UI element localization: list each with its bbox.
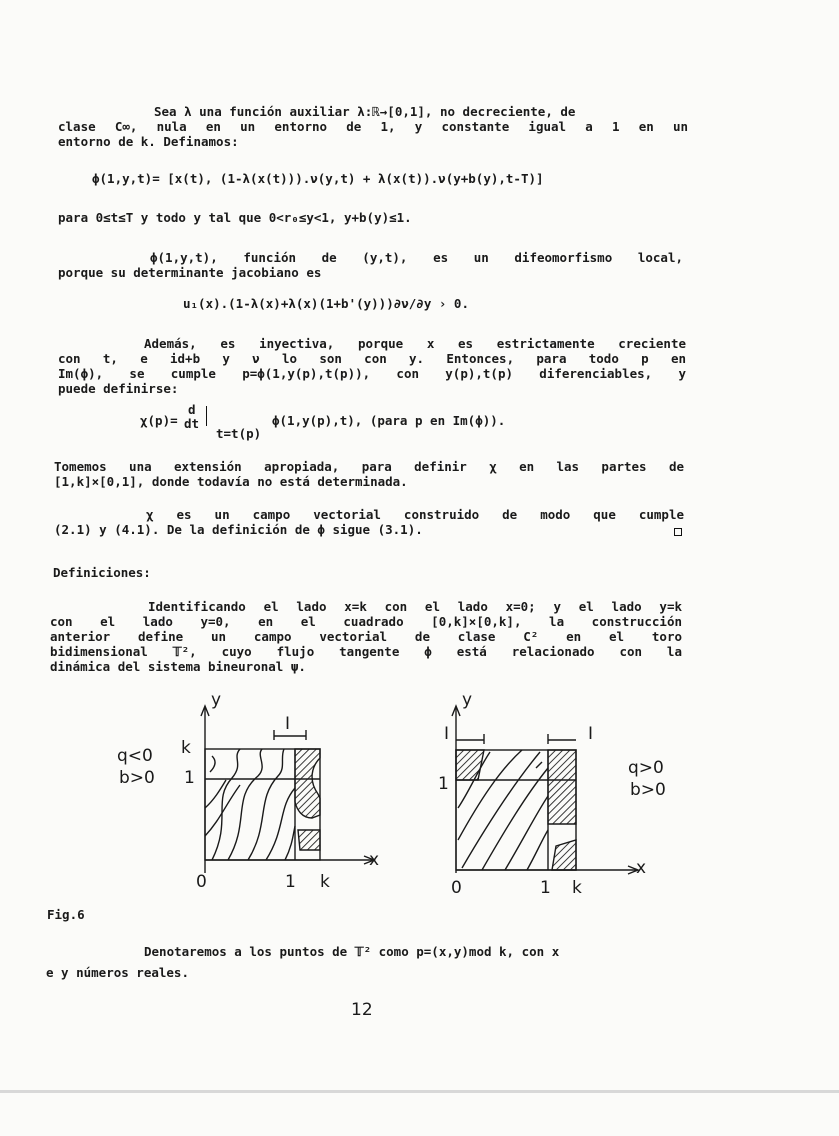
right-axis-y-label: y	[462, 690, 473, 710]
section-heading-definiciones: Definiciones:	[53, 565, 151, 580]
text-line: dinámica del sistema bineuronal ψ.	[50, 659, 306, 674]
text-line: con el lado y=0, en el cuadrado [0,k]×[0,k], la construcción	[50, 614, 682, 629]
scan-edge	[0, 1090, 839, 1093]
paragraph-extension	[54, 459, 684, 489]
right-origin-label: 0	[451, 878, 462, 898]
text-line: entorno de k. Definamos:	[58, 134, 239, 149]
equation-chi-rhs: ϕ(1,y(p),t), (para p en Im(ϕ)).	[272, 413, 506, 428]
text-line: bidimensional 𝕋², cuyo flujo tangente ϕ está relacionado con la	[50, 644, 682, 659]
right-hatched-region-top	[456, 750, 484, 780]
equation-jacobian: u₁(x).(1-λ(x)+λ(x)(1+b'(y)))∂ν/∂y › 0.	[183, 296, 469, 311]
paragraph-torus-identification	[50, 599, 682, 674]
left-hatched-region	[295, 749, 320, 818]
figure-caption: Fig.6	[47, 907, 85, 922]
text-line: Denotaremos a los puntos de 𝕋² como p=(x,y)mod k, con x	[144, 944, 560, 959]
flow-curve	[527, 830, 548, 870]
text-line: con t, e id+b y ν lo son con y. Entonces, para todo p en	[58, 351, 686, 366]
equation-chi-lhs: χ(p)=	[140, 413, 178, 428]
equation-chi-definition	[140, 402, 620, 442]
figure-6	[0, 690, 839, 910]
figure-6-drawing	[0, 690, 839, 910]
text-line: χ es un campo vectorial construido de modo que cumple	[146, 507, 684, 522]
flow-curve	[228, 749, 262, 860]
text-line: ϕ(1,y,t), función de (y,t), es un difeomorfismo local,	[150, 250, 683, 265]
left-condition-q: q<0	[117, 746, 153, 766]
text-line: anterior define un campo vectorial de clase C² en el toro	[50, 629, 682, 644]
text-line: [1,k]×[0,1], donde todavía no está determinada.	[54, 474, 408, 489]
qed-square	[674, 528, 682, 536]
equation-dt-denominator: dt	[184, 416, 200, 431]
right-axis-x-label: x	[636, 858, 647, 878]
flow-curve	[210, 756, 215, 772]
left-one-bottom-label: 1	[285, 872, 296, 892]
text-line: puede definirse:	[58, 381, 179, 396]
right-condition-b: b>0	[630, 780, 666, 800]
flow-curve	[285, 826, 295, 860]
paragraph-lambda-definition	[58, 104, 688, 149]
right-hatched-region-side	[548, 750, 576, 824]
right-hatched-region-bottom	[552, 840, 576, 870]
text-line: Sea λ una función auxiliar λ:ℝ→[0,1], no decreciente, de	[154, 104, 576, 119]
paragraph-torus-points	[46, 944, 678, 980]
left-k-bottom-label: k	[320, 872, 330, 892]
equation-d-numerator: d	[188, 402, 196, 417]
paragraph-vector-field	[54, 507, 684, 537]
text-line: Im(ϕ), se cumple p=ϕ(1,y(p),t(p)), con y(p),t(p) diferenciables, y	[58, 366, 686, 381]
right-diagram	[452, 706, 638, 874]
left-axis-y-label: y	[211, 690, 222, 710]
right-k-bottom-label: k	[572, 878, 582, 898]
text-line: (2.1) y (4.1). De la definición de ϕ sigue (3.1).	[54, 522, 423, 537]
right-interval-label-left: I	[444, 724, 450, 744]
flow-curve	[505, 796, 548, 870]
left-k-label: k	[181, 738, 191, 758]
left-interval-label: I	[285, 714, 291, 734]
equation-phi-definition: ϕ(1,y,t)= [x(t), (1-λ(x(t))).ν(y,t) + λ(x(t)).ν(y+b(y),t-T)]	[92, 171, 544, 186]
paragraph-injectivity	[58, 336, 686, 396]
right-one-label: 1	[438, 774, 449, 794]
left-condition-b: b>0	[119, 768, 155, 788]
text-line: Tomemos una extensión apropiada, para definir χ en las partes de	[54, 459, 684, 474]
paragraph-diffeomorphism	[58, 250, 683, 280]
left-hatched-region-lower	[298, 830, 320, 850]
text-line: Además, es inyectiva, porque x es estrictamente creciente	[144, 336, 686, 351]
left-one-label: 1	[184, 768, 195, 788]
evaluation-bar	[206, 406, 207, 426]
left-axis-x-label: x	[369, 850, 380, 870]
left-origin-label: 0	[196, 872, 207, 892]
page-number: 12	[351, 1000, 373, 1020]
flow-curve	[248, 749, 284, 860]
flow-curve	[266, 788, 295, 860]
paragraph-domain-conditions: para 0≤t≤T y todo y tal que 0<r₀≤y<1, y+b(y)≤1.	[58, 210, 412, 225]
equation-evaluation-subscript: t=t(p)	[216, 426, 262, 441]
right-interval-label-right: I	[588, 724, 594, 744]
text-line: Identificando el lado x=k con el lado x=0; y el lado y=k	[148, 599, 682, 614]
flow-arrow-icon	[536, 762, 542, 768]
right-condition-q: q>0	[628, 758, 664, 778]
text-line: clase C∞, nula en un entorno de 1, y constante igual a 1 en un	[58, 119, 688, 134]
text-line: porque su determinante jacobiano es	[58, 265, 322, 280]
text-line: e y números reales.	[46, 965, 189, 980]
right-one-bottom-label: 1	[540, 878, 551, 898]
